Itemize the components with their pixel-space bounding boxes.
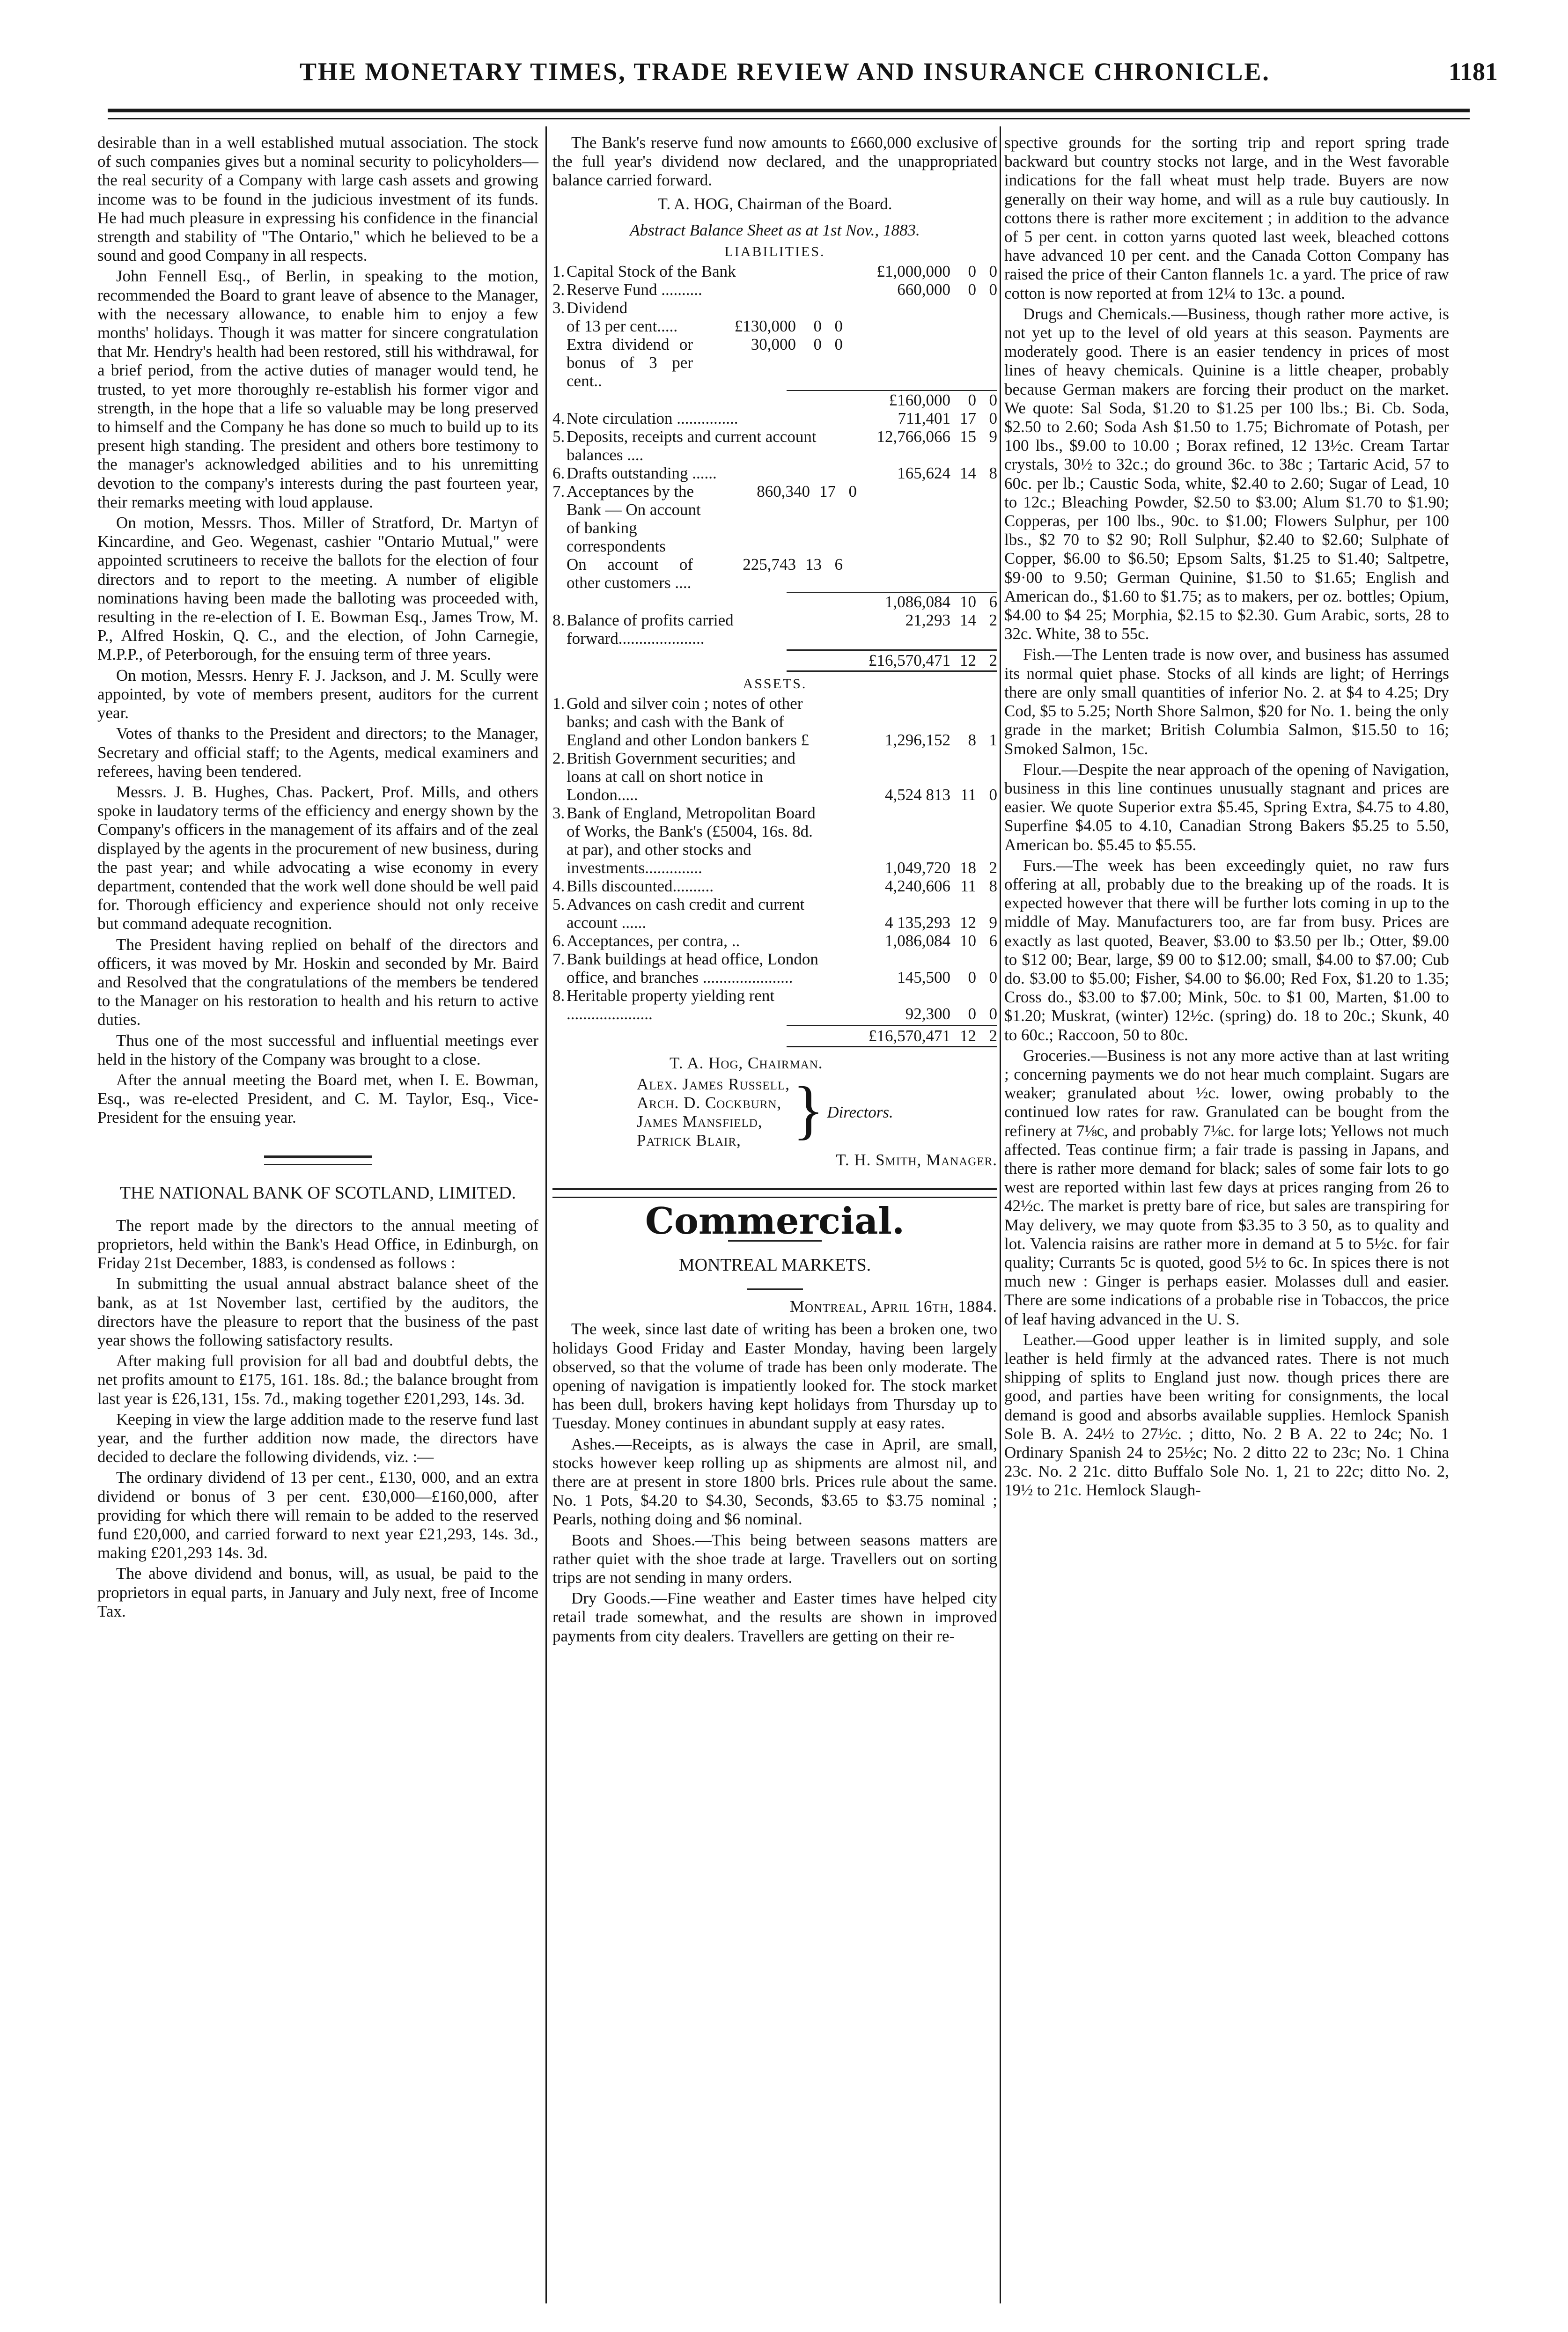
- paragraph: Boots and Shoes.—This being between seasons matters are rather quiet with the shoe trade at large. Travellers out on sorting trips are not sending in many orders.: [552, 1530, 997, 1587]
- balance-row: 8. Heritable property yielding rent ..................... 92,300 0 0: [552, 986, 997, 1023]
- column-2: [552, 133, 997, 1648]
- paragraph: Leather.—Good upper leather is in limited supply, and sole leather is held firmly at the advanced rates. There is not much shipping of splits to England just now. though prices there are good, and parties have been writing for consignments, the local demand is good and absorbs available supplies. Hemlock Spanish Sole B. A. 24½ to 27½c. ; ditto, No. 2 B A. 22 to 24c; No. 1 Ordinary Spanish 24 to 25½c; No. 2 ditto 22 to 23c; No. 1 China 23c. No. 2 21c. ditto Buffalo Sole No. 1, 21 to 22c; ditto No. 2, 19½ to 21c. Hemlock Slaugh-: [1004, 1330, 1449, 1500]
- paragraph: Messrs. J. B. Hughes, Chas. Packert, Prof. Mills, and others spoke in laudatory terms of the efficiency and energy shown by the Company's officers in the management of its affairs and of the zeal displayed by the agents in the procurement of new business, during the past year; and while advocating a wise economy in every department, contended that the work well done should be well paid for. Thorough efficiency and experience should not only receive but command adequate recognition.: [97, 782, 538, 933]
- section-divider: [552, 1188, 997, 1198]
- director-name: Alex. James Russell,: [637, 1074, 790, 1093]
- balance-row: 4. Note circulation ............... 711,401 17 0: [552, 409, 997, 428]
- balance-row: 1. Capital Stock of the Bank £1,000,000 0 0: [552, 262, 997, 281]
- section-divider: [264, 1155, 372, 1165]
- column-divider-2: [1000, 126, 1001, 2303]
- balance-row: 5. Advances on cash credit and current account ...... 4 135,293 12 9: [552, 895, 997, 932]
- balance-row: 2. British Government securities; and loans at call on short notice in London..... 4,524 813 11 0: [552, 749, 997, 804]
- balance-row: 6. Drafts outstanding ...... 165,624 14 8: [552, 464, 997, 483]
- assets-heading: ASSETS.: [743, 676, 807, 692]
- paragraph: Groceries.—Business is not any more active than at last writing ; concerning payments we do not hear much complaint. Sugars are weaker; granulated about ½c. lower, owing probably to the continued low rates for raw. Granulated can be bought from the refinery at 7⅛c, and probably 7⅛c. for large lots; Yellows not much affected. Teas continue firm; a fair trade is passing in Japans, and there is rather more demand for black; sales of some fair lots to go west are reported within last few days at prices ranging from 26 to 42½c. The market is pretty bare of rice, but sales are transpiring for May delivery, we may quote from $3.35 to 3 50, as to quality and lot. Valencia raisins are rather more in demand at 5 to 5½c. for fair quality; Currants 5c is quoted, good 5½ to 6c. In spices there is not much new : Ginger is perhaps easier. Molasses dull and easier. There are some indications of a probable rise in Tobaccos, the price of leaf having advanced in the U. S.: [1004, 1046, 1449, 1328]
- paragraph: After the annual meeting the Board met, when I. E. Bowman, Esq., was re-elected President, and C. M. Taylor, Esq., Vice-President for the ensuing year.: [97, 1070, 538, 1127]
- paragraph: The President having replied on behalf of the directors and officers, it was moved by Mr. Hoskin and seconded by Mr. Baird and Resolved that the congratulations of the members be tendered to the Manager on his restoration to health and his return to active duties.: [97, 935, 538, 1029]
- balance-row: 4. Bills discounted.......... 4,240,606 11 8: [552, 877, 997, 896]
- directors-list: [637, 1075, 997, 1150]
- balance-row: 1. Gold and silver coin ; notes of other banks; and cash with the Bank of England and other London bankers £ 1,296,152 8 1: [552, 694, 997, 750]
- paragraph: The above dividend and bonus, will, as usual, be paid to the proprietors in equal parts, in January and July next, free of Income Tax.: [97, 1564, 538, 1620]
- chairman-signature: T. A. HOG, Chairman of the Board.: [657, 194, 892, 213]
- paragraph: After making full provision for all bad and doubtful debts, the net profits amount to £175, 161. 18s. 8d.; the balance brought from last year is £26,131, 15s. 7d., making together £201,293, 14s. 3d.: [97, 1352, 538, 1408]
- paragraph: Dry Goods.—Fine weather and Easter times have helped city retail trade somewhat, and the results are shown in improved payments from city dealers. Travellers are getting on their re-: [552, 1589, 997, 1645]
- director-name: Patrick Blair,: [637, 1131, 741, 1149]
- running-title: THE MONETARY TIMES, TRADE REVIEW AND INSURANCE CHRONICLE.: [300, 58, 1270, 86]
- paragraph: Ashes.—Receipts, as is always the case in April, are small, stocks however keep rolling up as shipments are almost nil, and there are at present in store 1800 brls. Prices rule about the same. No. 1 Pots, $4.20 to $4.30, Seconds, $3.65 to $3.75 nominal ; Pearls, nothing doing and $6 nominal.: [552, 1435, 997, 1529]
- paragraph: On motion, Messrs. Thos. Miller of Stratford, Dr. Martyn of Kincardine, and Geo. Wegenast, cashier "Ontario Mutual," were appointed scrutineers to receive the ballots for the election of four directors and to report to the meeting. A number of eligible nominations having been made the balloting was proceeded with, resulting in the re-election of I. E. Bowman Esq., James Trow, M. P., Alfred Hoskin, Q. C., and the election, of John Carnegie, M.P.P., of Peterborough, for the ensuing term of three years.: [97, 514, 538, 664]
- chairman-name: T. A. Hog, Chairman.: [670, 1054, 823, 1073]
- balance-row: 7. Acceptances by the Bank — On account of banking correspondents 860,340 17 0: [552, 482, 857, 556]
- balance-subrow: Extra dividend or bonus of 3 per cent.. 30,000 0 0: [567, 335, 843, 390]
- directors-label: Directors.: [827, 1103, 893, 1121]
- balance-row: 6. Acceptances, per contra, .. 1,086,084 10 6: [552, 932, 997, 950]
- column-divider-1: [545, 126, 547, 2303]
- paragraph: Drugs and Chemicals.—Business, though rather more active, is not yet up to the level of old years at this season. Payments are moderately good. There is an easier tendency in prices of most lines of heavy chemicals. Quinine is a little cheaper, probably because German makers are forcing their product on the market. We quote: Sal Soda, $1.20 to $1.25 per 100 lbs.; Bi. Cb. Soda, $2.50 to 2.60; Soda Ash $1.50 to 1.75; Bichromate of Potash, per 100 lbs., $9.00 to 10.00 ; Borax refined, 12 13½c. Cream Tartar crystals, 30½ to 32c.; do ground 36c. to 38c ; Tartaric Acid, 57 to 60c. per lb.; Caustic Soda, white, $2.40 to 2.60; Sugar of Lead, 10 to 12c.; Bleaching Powder, $2.50 to $3.00; Alum $1.70 to $1.90; Copperas, per 100 lbs., 90c. to $1.00; Flowers Sulphur, per 100 lbs., $2 70 to $2 90; Roll Sulphur, $2.40 to $2.60; Sulphate of Copper, $6.00 to $6.50; Epsom Salts, $1.25 to $1.40; Saltpetre, $9·00 to 9.50; German Quinine, $1.50 to $1.65; English and American do., $1.60 to $1.75; as to makers, per oz. bottles; Opium, $4.00 to $4 25; Morphia, $2.15 to $2.30. Gum Arabic, sorts, 28 to 32c. White, 38 to 55c.: [1004, 304, 1449, 643]
- paragraph: spective grounds for the sorting trip and report spring trade backward but country stocks not large, and in the West favorable indications for the fall wheat must help trade. Buyers are now generally on their way home, and will as a rule buy cautiously. In cottons there is rather more excitement ; in addition to the advance of 5 per cent. in cotton yarns quoted last week, bleached cottons have advanced 10 per cent. and the Canada Cotton Company has raised the price of their Canton flannels 1c. a yard. The price of raw cotton is now reported at from 12¼ to 13c. a pound.: [1004, 133, 1449, 302]
- balance-subrow: of 13 per cent..... £130,000 0 0: [567, 317, 843, 336]
- paragraph: The report made by the directors to the annual meeting of proprietors, held within the Bank's Head Office, in Edinburgh, on Friday 21st December, 1883, is condensed as follows :: [97, 1216, 538, 1273]
- paragraph: Furs.—The week has been exceedingly quiet, no raw furs offering at all, probably due to the breaking up of the roads. It is expected however that there will be further lots coming in up to the middle of May. Manufacturers too, are far from busy. Prices are exactly as last quoted, Beaver, $3.00 to $3.50 per lb.; Otter, $9.00 to $12 00; Bear, large, $9 00 to $12.00; small, $4.00 to $7.00; Cub do. $3.00 to $5.00; Fisher, $4.00 to $6.00; Red Fox, $1.20 to 1.35; Cross do., $3.00 to $7.00; Mink, 50c. to $1 00, Marten, $1.00 to $1.20; Muskrat, (winter) 12½c. (spring) do. 18 to 20c.; Skunk, 40 to 60c.; Raccoon, 50 to 80c.: [1004, 856, 1449, 1044]
- liabilities-total: £16,570,471 12 2: [787, 649, 997, 672]
- commercial-heading: Commercial.: [645, 1199, 905, 1243]
- manager-signature: T. H. Smith, Manager.: [836, 1150, 997, 1169]
- balance-row: 3. Dividend: [552, 299, 628, 317]
- header-rule-thick: [108, 109, 1470, 112]
- balance-row: 7. Bank buildings at head office, London office, and branches ...................... 145,500 0 0: [552, 950, 997, 987]
- header-rule-thin: [108, 118, 1470, 119]
- balance-row: 2. Reserve Fund .......... 660,000 0 0: [552, 280, 997, 299]
- brace-icon: }: [792, 1073, 824, 1146]
- paragraph: On motion, Messrs. Henry F. J. Jackson, and J. M. Scully were appointed, by vote of members present, auditors for the current year.: [97, 666, 538, 722]
- paragraph: Thus one of the most successful and influential meetings ever held in the history of the Company was brought to a close.: [97, 1031, 538, 1068]
- balance-sheet-title: Abstract Balance Sheet as at 1st Nov., 1883.: [630, 221, 920, 239]
- balance-row: 5. Deposits, receipts and current account balances .... 12,766,066 15 9: [552, 427, 997, 464]
- dateline: Montreal, April 16th, 1884.: [789, 1297, 997, 1316]
- article-title: THE NATIONAL BANK OF SCOTLAND, LIMITED.: [119, 1183, 516, 1203]
- director-name: James Mansfield,: [637, 1112, 763, 1131]
- paragraph: Keeping in view the large addition made to the reserve fund last year, and the further addition now made, the directors have decided to declare the following dividends, viz. :—: [97, 1410, 538, 1466]
- page-number: 1181: [1448, 58, 1498, 86]
- column-1: [97, 133, 538, 1623]
- assets-total: £16,570,471 12 2: [787, 1025, 997, 1047]
- balance-subrow: On account of other customers .... 225,743 13 6: [567, 555, 843, 592]
- balance-row: 8. Balance of profits carried forward..................... 21,293 14 2: [552, 611, 997, 648]
- paragraph: Flour.—Despite the near approach of the opening of Navigation, business in this line continues unusually stagnant and prices are easier. We quote Superior extra $5.45, Spring Extra, $4.75 to 4.80, Superfine $4.05 to 4.10, Canadian Strong Bakers $5.25 to 5.50, American bo. $5.45 to $5.55.: [1004, 760, 1449, 854]
- paragraph: The week, since last date of writing has been a broken one, two holidays Good Friday and Easter Monday, having been largely observed, so that the volume of trade has been only moderate. The opening of navigation is impatiently looked for. The stock market has been dull, brokers having kept holidays from Thursday up to Tuesday. Money continues in abundant supply at easy rates.: [552, 1320, 997, 1433]
- paragraph: In submitting the usual annual abstract balance sheet of the bank, as at 1st November last, certified by the auditors, the directors have the pleasure to report that the business of the past year shows the following satisfactory results.: [97, 1274, 538, 1349]
- article-title: MONTREAL MARKETS.: [678, 1255, 871, 1275]
- balance-subtotal: 1,086,084 10 6: [787, 592, 997, 611]
- paragraph: desirable than in a well established mutual association. The stock of such companies gives but a nominal security to policyholders—the real security of a Company with large cash assets and growing income was to be found in the judicious investment of its funds. He had much pleasure in expressing his confidence in the financial strength and stability of "The Ontario," which he believed to be a sound and good Company in all respects.: [97, 133, 538, 265]
- page-header: [75, 52, 1498, 97]
- director-name: Arch. D. Cockburn,: [637, 1093, 782, 1112]
- paragraph: The Bank's reserve fund now amounts to £660,000 exclusive of the full year's dividend now declared, and the unappropriated balance carried forward.: [552, 133, 997, 190]
- balance-subtotal: £160,000 0 0: [787, 390, 997, 409]
- paragraph: John Fennell Esq., of Berlin, in speaking to the motion, recommended the Board to grant leave of absence to the Manager, with the necessary allowance, to enable him to enjoy a few months' holidays. Though it was matter for sincere congratulation that Mr. Hendry's health had been restored, still his withdrawal, for a brief period, from the active duties of manager would tend, he trusted, to yet more thoroughly re-establish his former vigor and strength, in the hope that a life so valuable may be long preserved to himself and the Company he has done so much to build up to its present high standing. The president and others bore testimony to the manager's acknowledged abilities and to his unremitting devotion to the company's interests during the past fourteen year, their remarks meeting with loud applause.: [97, 267, 538, 511]
- paragraph: Fish.—The Lenten trade is now over, and business has assumed its normal quiet phase. Stocks of all kinds are light; of Herrings there are only small quantities of inferior No. 2. at $4 to 4.25; Dry Cod, $5 to 5.25; North Shore Salmon, $20 for No. 1. being the only grade in the market; British Columbia Salmon, $15.50 to 16; Smoked Salmon, 15c.: [1004, 645, 1449, 758]
- liabilities-heading: LIABILITIES.: [724, 244, 825, 260]
- balance-row: 3. Bank of England, Metropolitan Board of Works, the Bank's (£5004, 16s. 8d. at par), and other stocks and investments.............. 1,049,720 18 2: [552, 804, 997, 877]
- divider: [747, 1288, 803, 1290]
- paragraph: The ordinary dividend of 13 per cent., £130, 000, and an extra dividend or bonus of 3 per cent. £30,000—£160,000, after providing for which there will remain to be added to the reserved fund £20,000, and carried forward to next year £21,293, 14s. 3d., making £201,293 14s. 3d.: [97, 1468, 538, 1562]
- paragraph: Votes of thanks to the President and directors; to the Manager, Secretary and official staff; to the Agents, medical examiners and referees, having been tendered.: [97, 724, 538, 780]
- column-3: [1004, 133, 1449, 1502]
